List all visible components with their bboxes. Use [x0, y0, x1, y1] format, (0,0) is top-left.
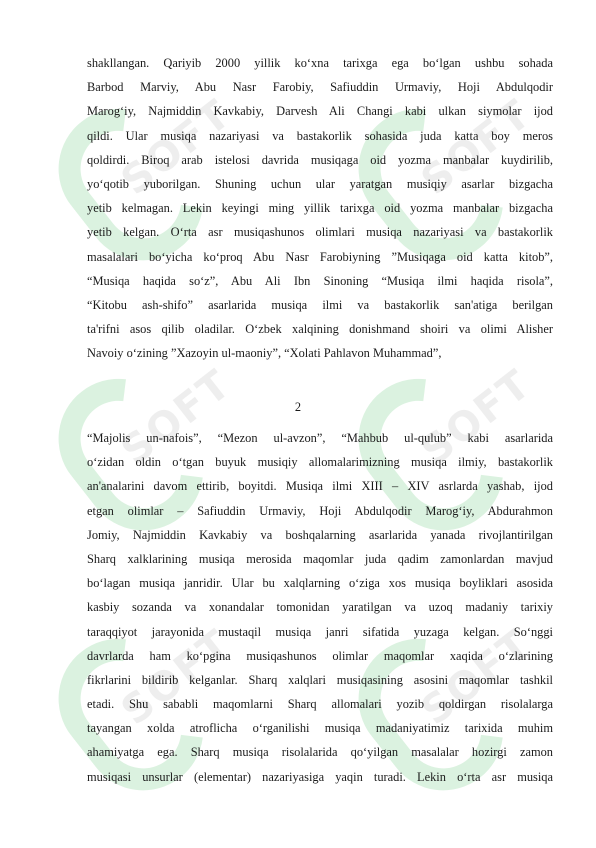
watermark-logo: SOFT: [11, 312, 269, 587]
text-line: musiqasi unsurlar (elementar) nazariyasiga yaqin turadi. Lekin o‘rta asr musiqa: [87, 769, 553, 784]
page-number: 2: [294, 400, 302, 414]
text-line: Barbod Marviy, Abu Nasr Farobiy, Safiuddin Urmaviy, Hoji Abdulqodir: [87, 80, 553, 95]
text-line: tayangan xolda atroflicha o‘rganilishi musiqa madaniyatimiz tarixida muhim: [87, 721, 553, 736]
text-line: “Kitobu ash-shifo” asarlarida musiqa ilmi va bastakorlik san'atiga berilgan: [87, 297, 553, 312]
watermark-logo: SOFT: [11, 572, 269, 847]
text-line: yo‘qotib yuborilgan. Shuning uchun ular yaratgan musiqiy asarlar bizgacha: [87, 176, 553, 191]
watermark-logo: SOFT: [311, 312, 569, 587]
text-line: qoldirdi. Biroq arab istelosi davrida musiqaga oid yozma manbalar kuydirilib,: [87, 152, 553, 167]
text-line: yetib kelgan. O‘rta asr musiqashunos olimlari musiqa nazariyasi va bastakorlik: [87, 225, 553, 240]
watermark-logo: SOFT: [311, 42, 569, 317]
watermark-logo: SOFT: [11, 42, 269, 317]
text-line: Marog‘iy, Najmiddin Kavkabiy, Darvesh Ali Changi kabi ulkan siymolar ijod: [87, 104, 553, 119]
paragraph-top: [87, 51, 553, 365]
paragraph-bottom: [87, 426, 553, 789]
watermark-logo: SOFT: [311, 572, 569, 847]
text-line: masalalari bo‘yicha ko‘proq Abu Nasr Farobiyning ”Musiqaga oid katta kitob”,: [87, 249, 553, 264]
text-line: Sharq xalklarining musiqa merosida maqomlar juda qadim zamonlardan mavjud: [87, 551, 553, 566]
text-line: shakllangan. Qariyib 2000 yillik ko‘xna tarixga ega bo‘lgan ushbu sohada: [87, 56, 553, 70]
text-line: “Majolis un-nafois”, “Mezon ul-avzon”, “Mahbub ul-qulub” kabi asarlarida: [87, 431, 553, 445]
text-line: yetib kelmagan. Lekin keyingi ming yillik tarixga oid yozma manbalar bizgacha: [87, 201, 553, 216]
text-line: Navoiy o‘zining ”Xazoyin ul-maoniy”, “Xolati Pahlavon Muhammad”,: [87, 346, 442, 361]
text-line: “Musiqa haqida so‘z”, Abu Ali Ibn Sinoning “Musiqa ilmi haqida risola”,: [87, 273, 553, 288]
text-line: etadi. Shu sababli maqomlarni Sharq allomalari yozib qoldirgan risolalarga: [87, 697, 553, 712]
text-line: taraqqiyot jarayonida mustaqil musiqa janri sifatida yuzaga kelgan. So‘nggi: [87, 624, 553, 639]
text-line: fikrlarini bildirib kelganlar. Sharq xalqlari musiqasining asosini maqomlar tashkil: [87, 672, 553, 687]
text-line: ahamiyatga ega. Sharq musiqa risolalarida qo‘yilgan masalalar hozirgi zamon: [87, 745, 553, 760]
text-line: o‘zidan oldin o‘tgan buyuk musiqiy allomalarimizning musiqa ilmiy, bastakorlik: [87, 455, 553, 470]
text-line: davrlarda ham ko‘pgina musiqashunos olimlar maqomlar xaqida o‘zlarining: [87, 648, 553, 663]
text-line: Jomiy, Najmiddin Kavkabiy va boshqalarning asarlarida yanada rivojlantirilgan: [87, 527, 553, 542]
text-line: kasbiy sozanda va xonandalar tomonidan yaratilgan va uzoq madaniy tarixiy: [87, 600, 553, 615]
text-line: ta'rifni asos qilib oladilar. O‘zbek xalqining donishmand shoiri va olimi Alisher: [87, 322, 553, 337]
text-line: etgan olimlar – Safiuddin Urmaviy, Hoji Abdulqodir Marog‘iy, Abdurahmon: [87, 503, 553, 518]
text-line: bo‘lagan musiqa janridir. Ular bu xalqlarning o‘ziga xos musiqa boyliklari asosida: [87, 576, 553, 591]
text-line: an'analarini davom ettirib, boyitdi. Musiqa ilmi XIII – XIV asrlarda yashab, ijod: [87, 479, 553, 494]
text-line: qildi. Ular musiqa nazariyasi va bastakorlik sohasida juda katta boy meros: [87, 128, 553, 143]
